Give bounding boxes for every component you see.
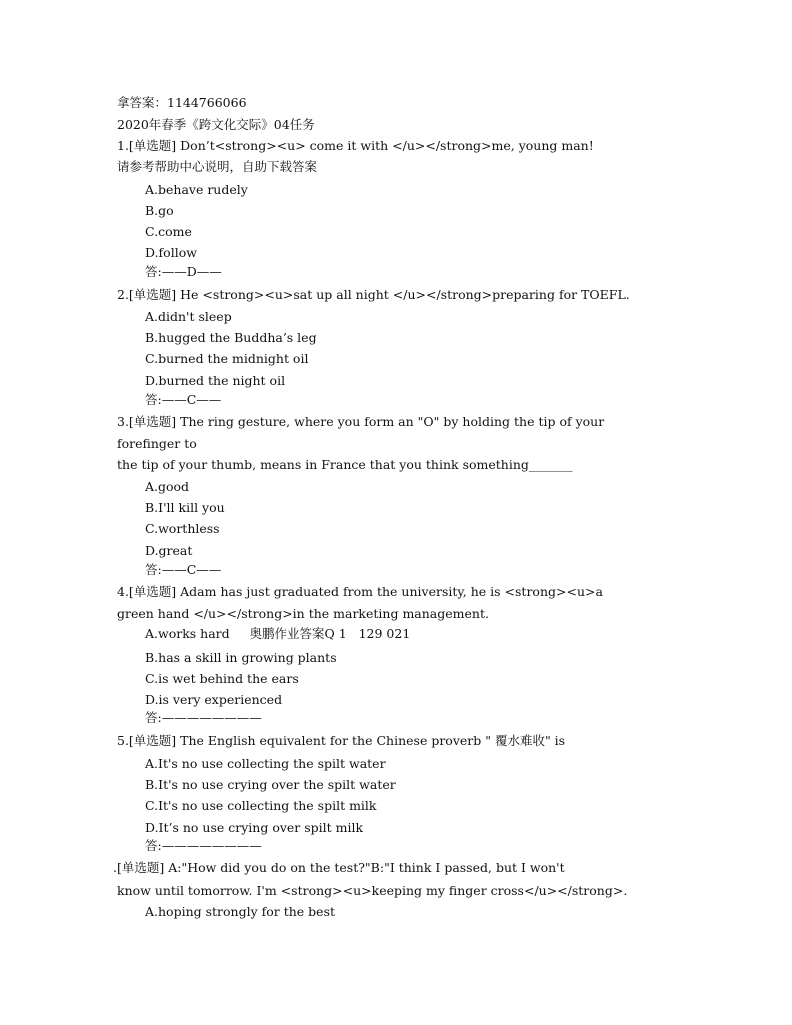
question-6-text: .[单选题] A:"How did you do on the test?"B:"I think I passed, but I won't bbox=[113, 860, 565, 875]
question-4-option-a: A.works hard 奥鹏作业答案Q 1 129 021 bbox=[145, 626, 411, 641]
question-2-option-c: C.burned the midnight oil bbox=[145, 351, 309, 366]
question-3-option-b: B.I'll kill you bbox=[145, 500, 225, 515]
question-3-text-3: the tip of your thumb, means in France that you think something_______ bbox=[117, 457, 573, 472]
question-4-text: 4.[单选题] Adam has just graduated from the university, he is <strong><u>a bbox=[117, 584, 603, 599]
question-1-note: 请参考帮助中心说明，自助下载答案 bbox=[117, 159, 318, 174]
question-2-option-b: B.hugged the Buddha’s leg bbox=[145, 330, 317, 345]
question-4-option-c: C.is wet behind the ears bbox=[145, 671, 299, 686]
question-4-answer: 答:———————— bbox=[145, 710, 262, 725]
question-1-option-d: D.follow bbox=[145, 245, 197, 260]
question-1-option-c: C.come bbox=[145, 224, 192, 239]
question-1-text: 1.[单选题] Don’t<strong><u> come it with </u></strong>me, young man! bbox=[117, 138, 594, 153]
question-3-text-2: forefinger to bbox=[117, 436, 197, 451]
question-5-option-c: C.It's no use collecting the spilt milk bbox=[145, 798, 377, 813]
question-6-option-a: A.hoping strongly for the best bbox=[145, 904, 336, 919]
question-4-option-d: D.is very experienced bbox=[145, 692, 283, 707]
question-4-option-b: B.has a skill in growing plants bbox=[145, 650, 337, 665]
question-5-option-a: A.It's no use collecting the spilt water bbox=[145, 756, 386, 771]
question-5-answer: 答:———————— bbox=[145, 838, 262, 853]
question-4-text-2: green hand </u></strong>in the marketing management. bbox=[117, 606, 489, 621]
question-1-answer: 答:——D—— bbox=[145, 264, 222, 279]
question-5-text: 5.[单选题] The English equivalent for the Chinese proverb " 覆水难收" is bbox=[117, 733, 566, 748]
question-3-option-d: D.great bbox=[145, 543, 193, 558]
question-3-option-a: A.good bbox=[145, 479, 190, 494]
question-5-option-d: D.It’s no use crying over spilt milk bbox=[145, 820, 364, 835]
question-3-answer: 答:——C—— bbox=[145, 562, 222, 577]
question-3-option-c: C.worthless bbox=[145, 521, 220, 536]
question-2-text: 2.[单选题] He <strong><u>sat up all night </u></strong>preparing for TOEFL. bbox=[117, 287, 630, 302]
question-6-text-2: know until tomorrow. I'm <strong><u>keeping my finger cross</u></strong>. bbox=[117, 883, 628, 898]
question-3-text: 3.[单选题] The ring gesture, where you form an "O" by holding the tip of your bbox=[117, 414, 605, 429]
question-1-option-b: B.go bbox=[145, 203, 174, 218]
question-2-option-a: A.didn't sleep bbox=[145, 309, 232, 324]
question-5-option-b: B.It's no use crying over the spilt water bbox=[145, 777, 396, 792]
question-1-option-a: A.behave rudely bbox=[145, 182, 248, 197]
question-2-option-d: D.burned the night oil bbox=[145, 373, 286, 388]
question-2-answer: 答:——C—— bbox=[145, 392, 222, 407]
answer-code-line: 拿答案：1144766066 bbox=[117, 95, 247, 110]
document-title: 2020年春季《跨文化交际》04任务 bbox=[117, 117, 315, 132]
